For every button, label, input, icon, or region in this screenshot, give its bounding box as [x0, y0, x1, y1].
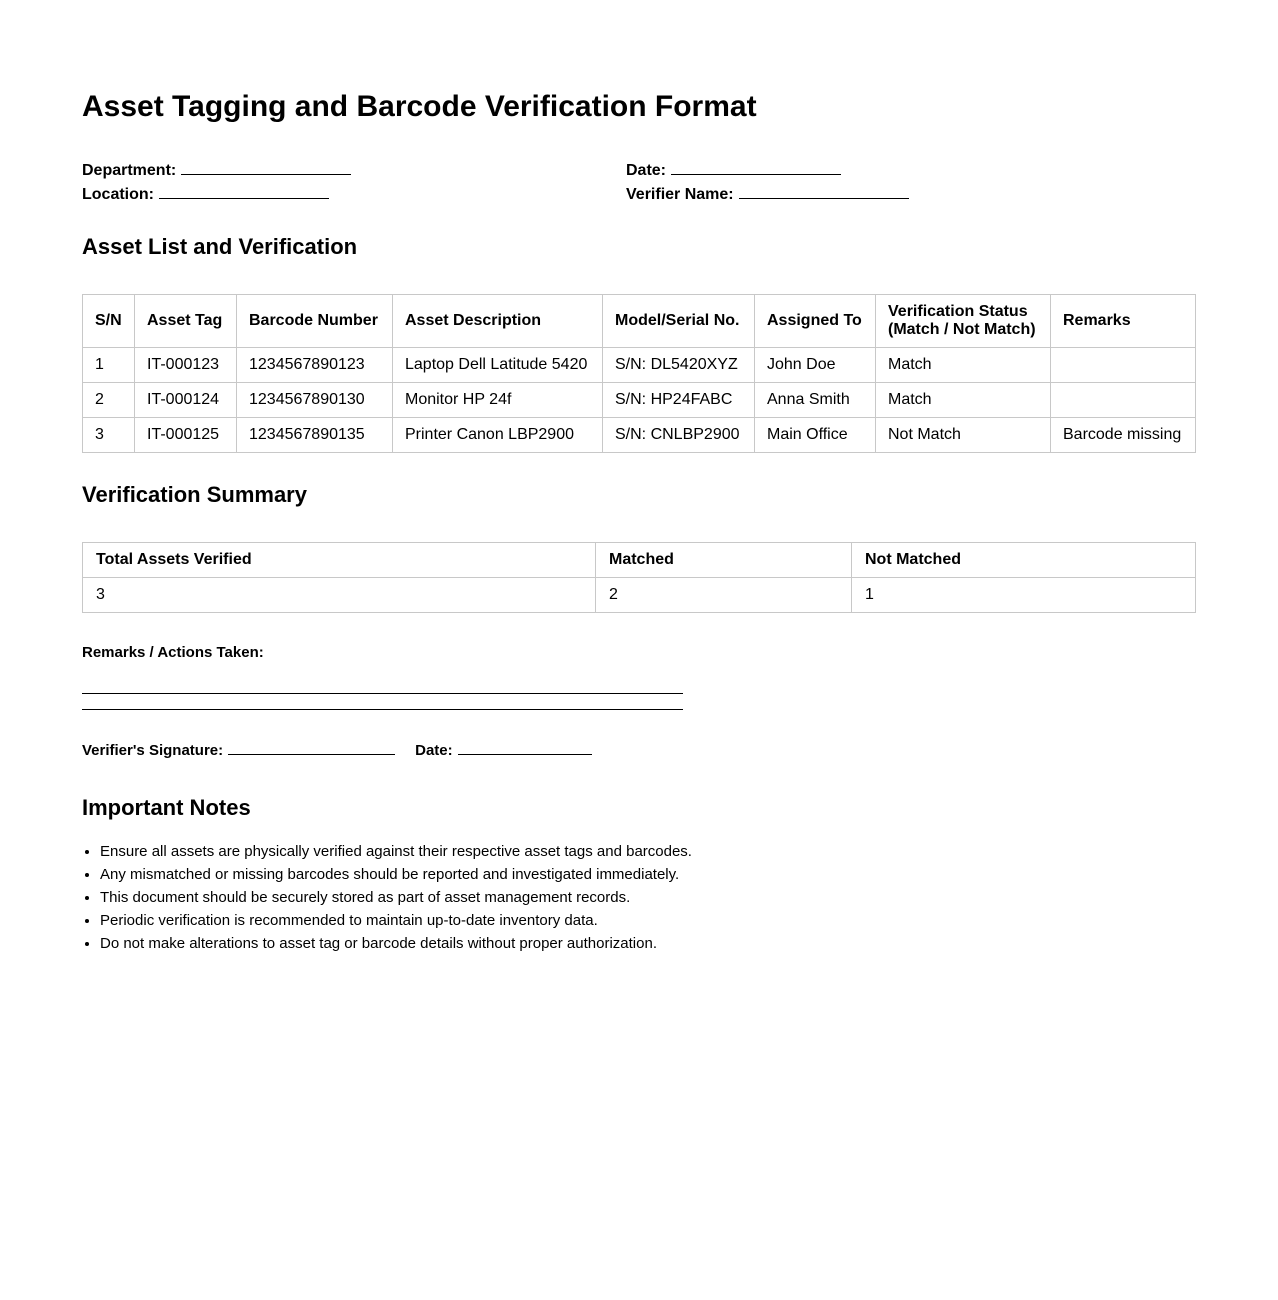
- cell-sn: 3: [83, 418, 135, 453]
- department-label: Department:: [82, 162, 177, 179]
- location-label: Location:: [82, 186, 154, 203]
- table-row: [83, 348, 1196, 383]
- cell-remarks: [1051, 348, 1196, 383]
- cell-description: Monitor HP 24f: [393, 383, 603, 418]
- cell-barcode: 1234567890123: [237, 348, 393, 383]
- header-assigned-to: Assigned To: [755, 295, 876, 348]
- header-sn: S/N: [83, 295, 135, 348]
- remarks-line-2: [82, 709, 683, 710]
- cell-status: Not Match: [876, 418, 1051, 453]
- header-remarks: Remarks: [1051, 295, 1196, 348]
- header-model-serial: Model/Serial No.: [603, 295, 755, 348]
- department-blank: [181, 158, 351, 175]
- header-fields: [82, 158, 1196, 206]
- header-barcode: Barcode Number: [237, 295, 393, 348]
- header-matched: Matched: [596, 543, 852, 578]
- cell-description: Laptop Dell Latitude 5420: [393, 348, 603, 383]
- cell-asset-tag: IT-000123: [135, 348, 237, 383]
- cell-status: Match: [876, 383, 1051, 418]
- list-item: • Ensure all assets are physically verified against their respective asset tags and barcodes.: [100, 840, 1196, 863]
- table-row: [83, 418, 1196, 453]
- verifier-label: Verifier Name:: [626, 186, 734, 203]
- signature-row: [82, 740, 1196, 759]
- page-title: Asset Tagging and Barcode Verification Format: [82, 90, 757, 123]
- cell-remarks: Barcode missing: [1051, 418, 1196, 453]
- verifier-blank: [739, 182, 909, 199]
- cell-status: Match: [876, 348, 1051, 383]
- list-item: • Any mismatched or missing barcodes should be reported and investigated immediately.: [100, 863, 1196, 886]
- cell-assigned-to: Anna Smith: [755, 383, 876, 418]
- signature-label: Verifier's Signature:: [82, 742, 224, 759]
- department-field: [82, 158, 626, 182]
- asset-table: [82, 294, 1196, 453]
- cell-asset-tag: IT-000124: [135, 383, 237, 418]
- remarks-label: Remarks / Actions Taken:: [82, 644, 264, 661]
- header-not-matched: Not Matched: [852, 543, 1196, 578]
- verifier-field: [626, 182, 1170, 206]
- location-field: [82, 182, 626, 206]
- cell-remarks: [1051, 383, 1196, 418]
- summary-header-row: [83, 543, 1196, 578]
- notes-list: [82, 840, 1196, 955]
- signature-blank: [228, 740, 395, 755]
- asset-table-header-row: [83, 295, 1196, 348]
- header-total-verified: Total Assets Verified: [83, 543, 596, 578]
- location-blank: [159, 182, 329, 199]
- cell-assigned-to: John Doe: [755, 348, 876, 383]
- signature-date-blank: [458, 740, 592, 755]
- header-verification-status: Verification Status (Match / Not Match): [876, 295, 1051, 348]
- header-description: Asset Description: [393, 295, 603, 348]
- cell-sn: 1: [83, 348, 135, 383]
- value-not-matched: 1: [852, 578, 1196, 613]
- cell-assigned-to: Main Office: [755, 418, 876, 453]
- list-item: • Do not make alterations to asset tag or barcode details without proper authorization.: [100, 932, 1196, 955]
- notes-heading: Important Notes: [82, 795, 251, 820]
- remarks-line-1: [82, 693, 683, 694]
- cell-model-serial: S/N: HP24FABC: [603, 383, 755, 418]
- cell-model-serial: S/N: DL5420XYZ: [603, 348, 755, 383]
- header-fields-left: [82, 158, 626, 206]
- signature-date-label: Date:: [415, 742, 453, 759]
- cell-model-serial: S/N: CNLBP2900: [603, 418, 755, 453]
- asset-list-heading: Asset List and Verification: [82, 234, 358, 259]
- cell-description: Printer Canon LBP2900: [393, 418, 603, 453]
- date-blank: [671, 158, 841, 175]
- cell-asset-tag: IT-000125: [135, 418, 237, 453]
- date-field: [626, 158, 1170, 182]
- header-fields-right: [626, 158, 1170, 206]
- value-matched: 2: [596, 578, 852, 613]
- list-item: • Periodic verification is recommended to maintain up-to-date inventory data.: [100, 909, 1196, 932]
- cell-sn: 2: [83, 383, 135, 418]
- cell-barcode: 1234567890135: [237, 418, 393, 453]
- table-row: [83, 383, 1196, 418]
- value-total-verified: 3: [83, 578, 596, 613]
- header-asset-tag: Asset Tag: [135, 295, 237, 348]
- list-item: • This document should be securely stored as part of asset management records.: [100, 886, 1196, 909]
- summary-table: [82, 542, 1196, 613]
- cell-barcode: 1234567890130: [237, 383, 393, 418]
- summary-heading: Verification Summary: [82, 482, 307, 507]
- summary-value-row: [83, 578, 1196, 613]
- date-label: Date:: [626, 162, 667, 179]
